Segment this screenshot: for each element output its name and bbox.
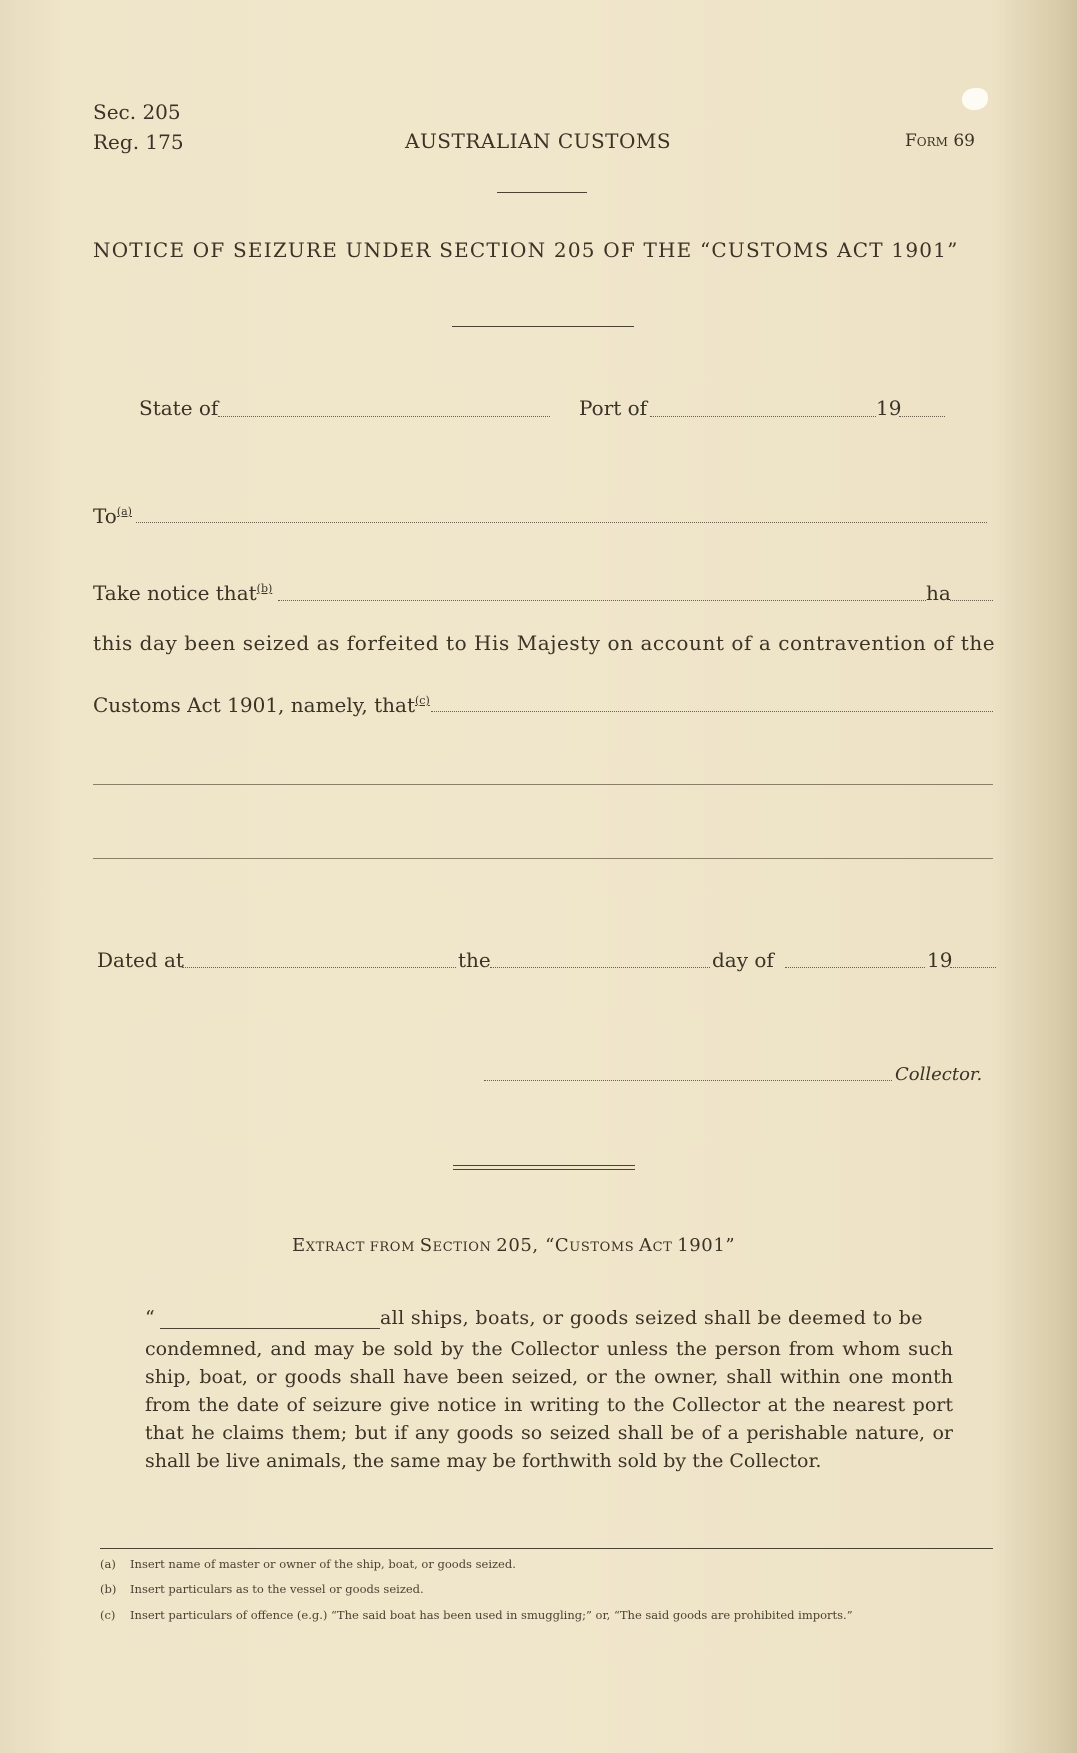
regulation-ref: Reg. 175 <box>93 130 184 154</box>
footnote-divider <box>100 1548 993 1549</box>
footnote-a: (a) Insert name of master or owner of the ship, boat, or goods seized. <box>100 1557 516 1571</box>
seized-text: this day been seized as forfeited to His Majesty on account of a contravention of the <box>93 631 996 655</box>
header-divider <box>497 192 587 193</box>
form-number: Form 69 <box>905 131 975 151</box>
offence-input-line-3[interactable] <box>93 858 993 859</box>
the-label: the <box>458 948 491 972</box>
dated-at-input-line[interactable] <box>182 967 456 968</box>
title-divider <box>452 326 634 327</box>
footnote-ref-a: (a) <box>116 505 132 518</box>
extract-lead-line <box>160 1328 380 1329</box>
offence-input-line-2[interactable] <box>93 784 993 785</box>
dated-year-input-line[interactable] <box>950 967 996 968</box>
year-prefix: 19 <box>876 396 902 420</box>
collector-signature-line[interactable] <box>484 1080 892 1081</box>
ha-input-line[interactable] <box>950 600 993 601</box>
year-input-line[interactable] <box>899 416 945 417</box>
footnote-ref-b: (b) <box>256 582 273 595</box>
double-divider <box>453 1165 635 1170</box>
collector-label: Collector. <box>895 1064 983 1085</box>
notice-title: NOTICE OF SEIZURE UNDER SECTION 205 OF THE “CUSTOMS ACT 1901” <box>93 238 959 262</box>
footnote-c: (c) Insert particulars of offence (e.g.) “The said boat has been used in smuggling;” or, “The said goods are prohibited imports.” <box>100 1608 853 1622</box>
day-input-line[interactable] <box>490 967 710 968</box>
port-label: Port of <box>579 396 648 420</box>
extract-lead: all ships, boats, or goods seized shall be deemed to be <box>380 1307 923 1329</box>
extract-open-quote: “ <box>145 1307 155 1329</box>
ha-suffix: ha <box>926 581 951 605</box>
to-label: To$^{(a)}$ <box>93 504 132 528</box>
offence-input-line-1[interactable] <box>431 711 993 712</box>
to-input-line[interactable] <box>136 522 987 523</box>
customs-act-label: Customs Act 1901, namely, that$^{(c)}$ <box>93 693 430 717</box>
dated-year-prefix: 19 <box>927 948 953 972</box>
section-ref: Sec. 205 <box>93 100 181 124</box>
dated-at-label: Dated at <box>97 948 184 972</box>
paper-notch <box>962 88 988 110</box>
state-label: State of <box>139 396 219 420</box>
state-input-line[interactable] <box>218 416 550 417</box>
day-of-label: day of <box>712 948 774 972</box>
port-input-line[interactable] <box>650 416 876 417</box>
month-input-line[interactable] <box>785 967 925 968</box>
extract-body: condemned, and may be sold by the Collector unless the person from whom such ship, boat, or goods shall have been seized, or the owner, shall within one month from the date of seizure give notice in writing to the Collector at the nearest port that he claims them; but if any goods so seized shall be of a perishable nature, or shall be live animals, the same may be forthwith sold by the Collector. <box>145 1338 953 1472</box>
footnote-b: (b) Insert particulars as to the vessel or goods seized. <box>100 1582 424 1596</box>
take-notice-label: Take notice that$^{(b)}$ <box>93 581 273 605</box>
take-notice-input-line[interactable] <box>278 600 926 601</box>
extract-title: EXTRACT FROM SECTION 205, “CUSTOMS ACT 1901” <box>292 1235 736 1256</box>
form-heading: AUSTRALIAN CUSTOMS <box>405 129 672 153</box>
footnote-ref-c: (c) <box>415 694 430 707</box>
